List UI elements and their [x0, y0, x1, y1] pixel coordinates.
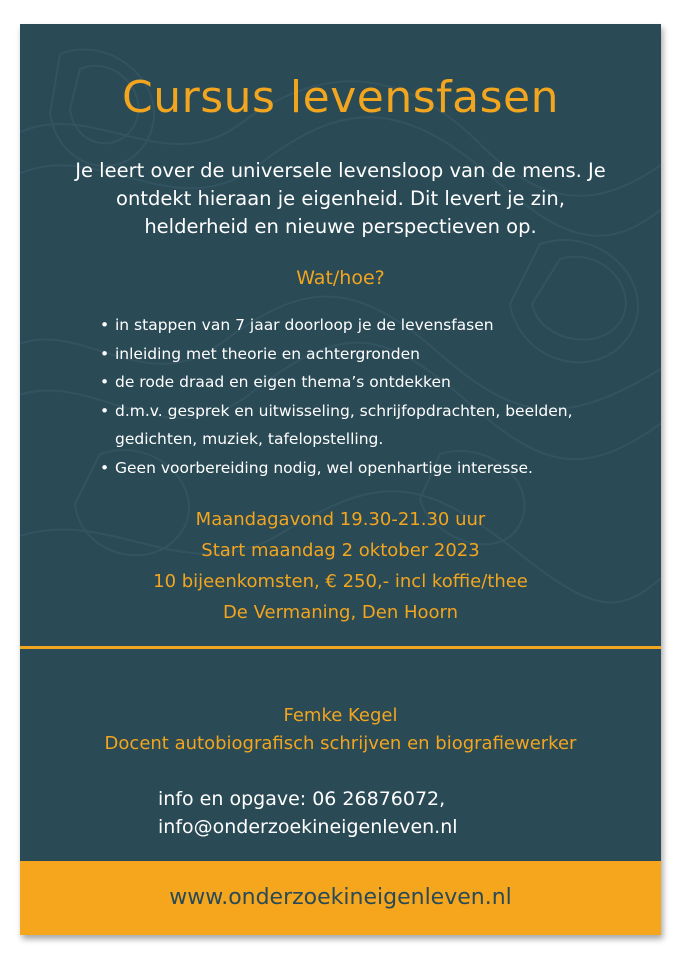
author-role: Docent autobiografisch schrijven en biografiewerker: [104, 733, 577, 754]
contact-email: info@onderzoekineigenleven.nl: [158, 816, 458, 838]
detail-price: 10 bijeenkomsten, € 250,- incl koffie/thee: [153, 571, 528, 592]
section-heading: Wat/hoe?: [296, 267, 385, 289]
intro-line: Je leert over de universele levensloop van de mens. Je: [75, 159, 606, 182]
list-item: • in stappen van 7 jaar doorloop je de levensfasen: [100, 311, 640, 340]
divider: [20, 646, 661, 649]
detail-location: De Vermaning, Den Hoorn: [222, 602, 459, 623]
bullet-list: [100, 311, 640, 482]
author-block: [20, 702, 661, 758]
page-title: Cursus levensfasen: [122, 72, 559, 123]
detail-schedule: Maandagavond 19.30-21.30 uur: [195, 509, 486, 530]
author-name: Femke Kegel: [283, 705, 398, 726]
contact-block: [158, 785, 608, 841]
list-item: • d.m.v. gesprek en uitwisseling, schrijfopdrachten, beelden, gedichten, muziek, tafelopstelling.: [100, 397, 640, 454]
footer-bar: [20, 861, 661, 935]
intro-line: ontdekt hieraan je eigenheid. Dit levert je zin,: [116, 187, 565, 210]
list-item: • inleiding met theorie en achtergronden: [100, 340, 640, 369]
list-item: • de rode draad en eigen thema’s ontdekken: [100, 368, 640, 397]
intro-line: helderheid en nieuwe perspectieven op.: [144, 215, 537, 238]
website-url: www.onderzoekineigenleven.nl: [169, 885, 512, 910]
contact-phone: info en opgave: 06 26876072,: [158, 788, 446, 810]
intro-text: [40, 157, 641, 241]
detail-start-date: Start maandag 2 oktober 2023: [201, 540, 480, 561]
course-details: [20, 504, 661, 628]
list-item: • Geen voorbereiding nodig, wel openhartige interesse.: [100, 454, 640, 483]
flyer: [20, 24, 661, 935]
